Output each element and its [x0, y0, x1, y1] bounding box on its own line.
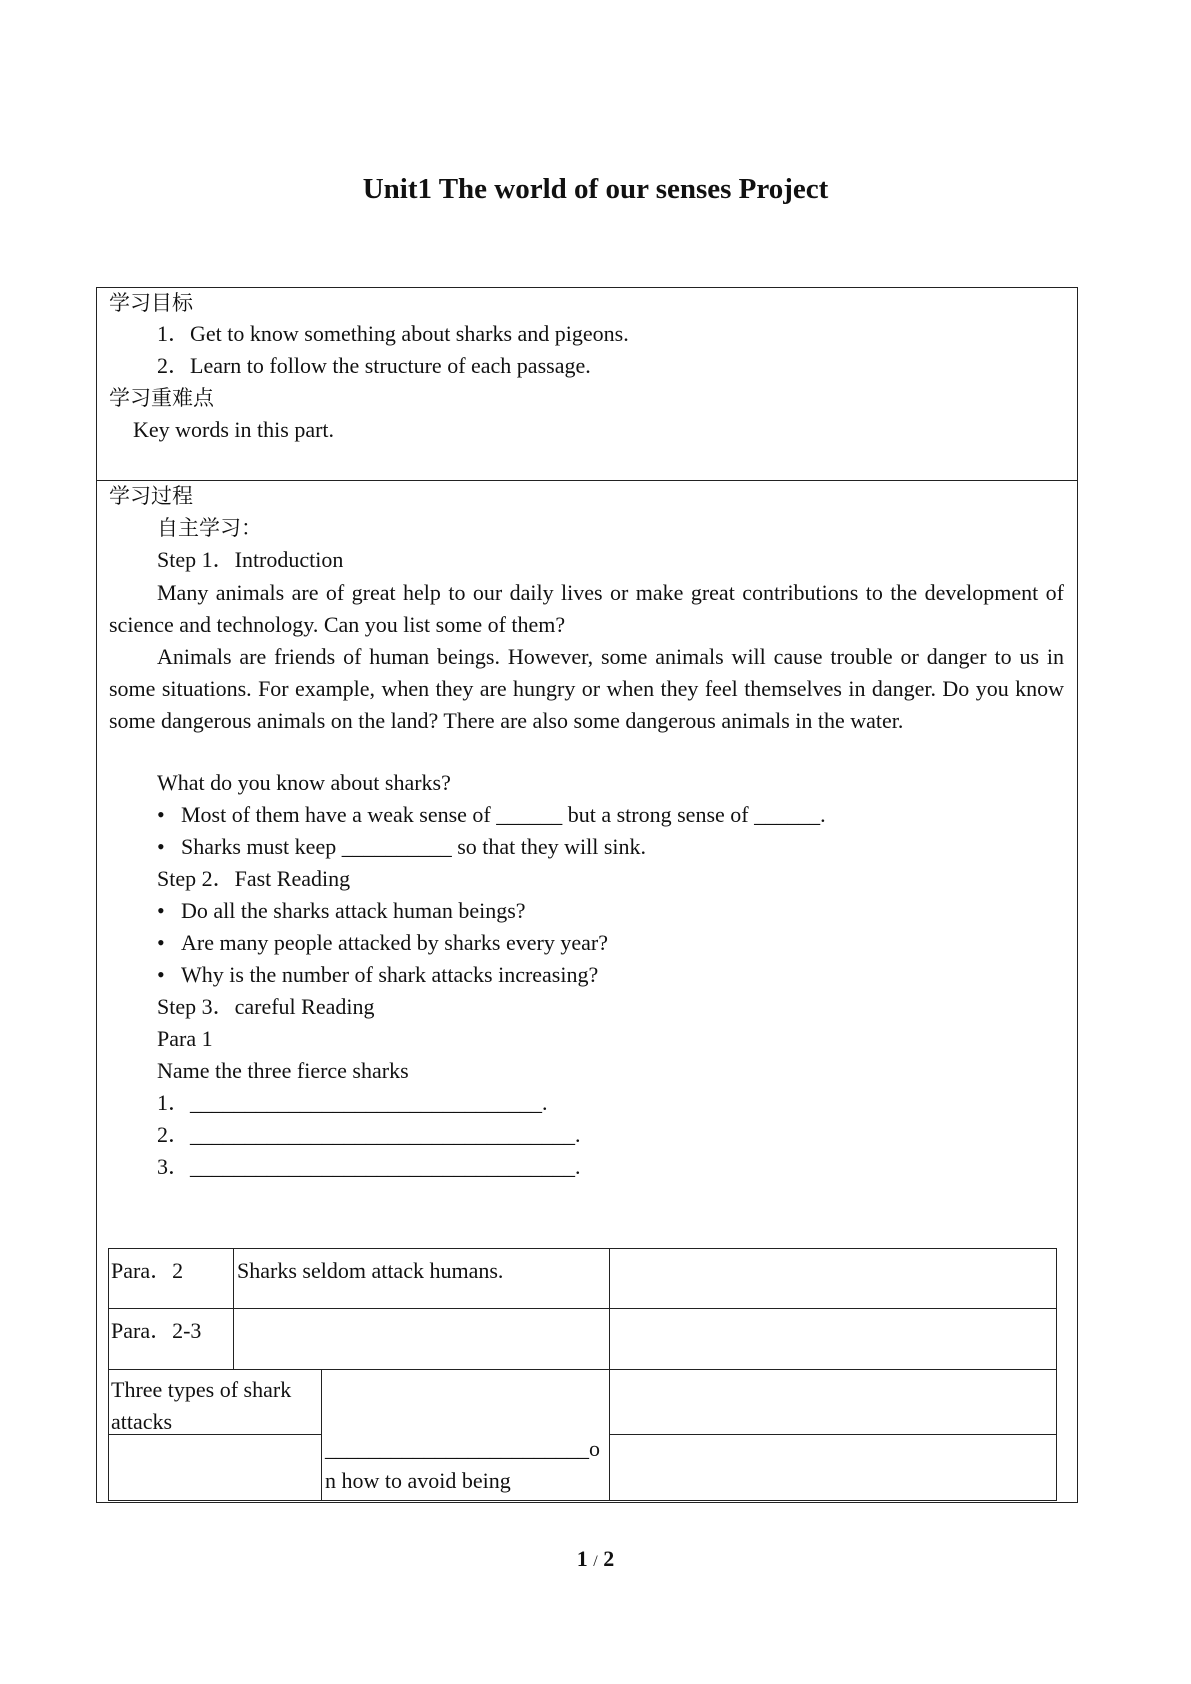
table-cell-blank[interactable]: ________________________o: [325, 1436, 600, 1461]
bullet-text: Why is the number of shark attacks increasing?: [181, 962, 599, 987]
table-col-divider: [233, 1249, 234, 1369]
bullet-icon: •: [157, 962, 165, 987]
bullet-text: Are many people attacked by sharks every year?: [181, 930, 608, 955]
table-cell-summary: Sharks seldom attack humans.: [237, 1258, 504, 1283]
page-title: Unit1 The world of our senses Project: [362, 173, 829, 205]
table-cell-para-label: Para．2-3: [111, 1318, 202, 1343]
table-cell-attack-types: Three types of shark: [111, 1377, 292, 1402]
objectives-heading: 学习目标: [109, 291, 193, 315]
page-total: 2: [603, 1546, 615, 1571]
bullet-item: [157, 896, 526, 926]
self-study-label: 自主学习：: [157, 516, 262, 540]
page-current: 1: [576, 1546, 588, 1571]
table-cell-avoid-text: n how to avoid being: [325, 1468, 511, 1493]
answer-blank[interactable]: 1．________________________________.: [157, 1090, 548, 1115]
table-cell-empty[interactable]: [615, 1315, 1051, 1363]
bullet-text: Do all the sharks attack human beings?: [181, 898, 526, 923]
page-number: [0, 1546, 1191, 1572]
bullet-icon: •: [157, 898, 165, 923]
name-task: Name the three fierce sharks: [157, 1058, 409, 1083]
table-cell-attack-types-cont: attacks: [111, 1409, 173, 1434]
bullet-icon: •: [157, 930, 165, 955]
objectives-box: [96, 287, 1078, 481]
page-separator: /: [593, 1553, 598, 1570]
difficulty-heading: 学习重难点: [109, 386, 214, 410]
objective-item: 2．Learn to follow the structure of each passage.: [157, 353, 591, 378]
process-heading: 学习过程: [109, 484, 193, 508]
para-label: Para 1: [157, 1026, 213, 1051]
table-cell-empty[interactable]: [615, 1255, 1051, 1303]
bullet-icon: •: [157, 802, 165, 827]
answer-blank[interactable]: 3．___________________________________.: [157, 1154, 581, 1179]
difficulty-text: Key words in this part.: [133, 417, 335, 442]
answer-blank[interactable]: 2．___________________________________.: [157, 1122, 581, 1147]
table-row-divider: [109, 1369, 1056, 1370]
objective-item: 1．Get to know something about sharks and pigeons.: [157, 321, 629, 346]
bullet-text: Sharks must keep __________ so that they will sink.: [181, 834, 647, 859]
bullet-text: Most of them have a weak sense of ______ but a strong sense of ______.: [181, 802, 826, 827]
bullet-icon: •: [157, 834, 165, 859]
bullet-item: [157, 800, 826, 830]
bullet-item: [157, 832, 646, 862]
process-box: [96, 481, 1078, 1503]
intro-paragraph-2: Animals are friends of human beings. However, some animals will cause trouble or danger to us in some situations. For example, when they are hungry or when they feel themselves in danger. Do you know some dangerous animals on the land? There are also some dangerous animals in the water.: [109, 644, 1064, 733]
bullet-item: [157, 928, 608, 958]
sharks-question: What do you know about sharks?: [157, 770, 451, 795]
table-col-divider: [609, 1249, 610, 1500]
step2-heading: Step 2．Fast Reading: [157, 866, 351, 891]
table-row-divider: [109, 1308, 1056, 1309]
table-col-divider: [321, 1369, 322, 1500]
intro-paragraph: Many animals are of great help to our daily lives or make great contributions to the development of science and technology. Can you list some of them?: [109, 580, 1064, 637]
table-cell-empty[interactable]: [237, 1315, 603, 1363]
table-row-divider: [610, 1434, 1056, 1435]
bullet-item: [157, 960, 598, 990]
table-cell-para-label: Para．2: [111, 1258, 184, 1283]
step3-heading: Step 3．careful Reading: [157, 994, 375, 1019]
step1-heading: Step 1．Introduction: [157, 547, 344, 572]
reading-table: [108, 1248, 1057, 1501]
